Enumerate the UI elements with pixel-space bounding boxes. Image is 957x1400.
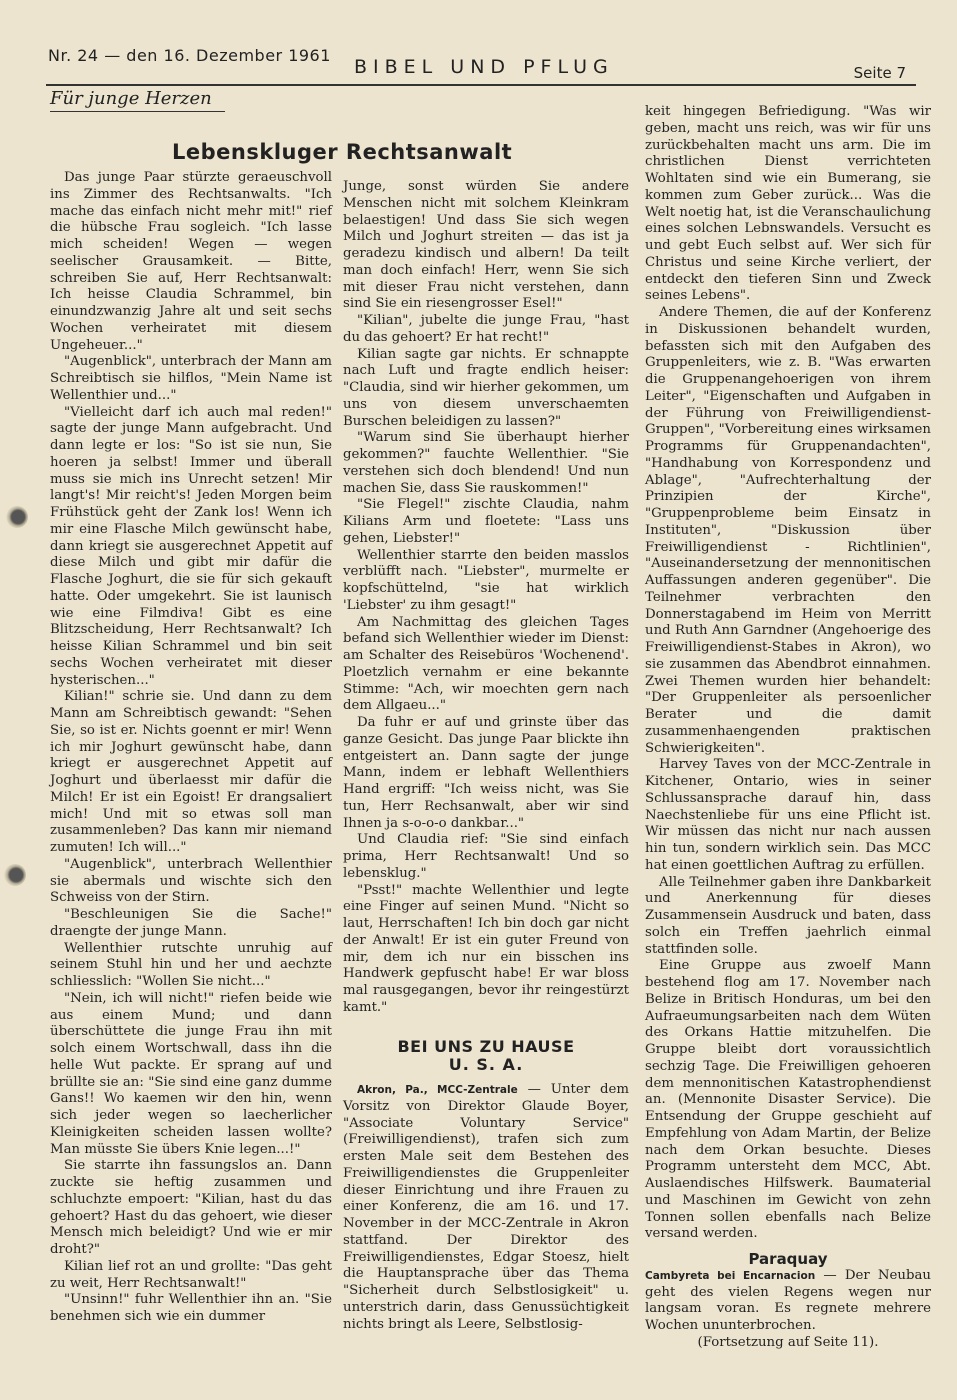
issue-line: Nr. 24 — den 16. Dezember 1961 [48,46,331,65]
paragraph: "Sie Flegel!" zischte Claudia, nahm Kilians Arm und floetete: "Lass uns gehen, Liebster!" [343,497,629,546]
paragraph: Junge, sonst würden Sie andere Menschen nicht mit solchem Kleinkram belaestigen! Und dass Sie sich wegen Milch und Joghurt streiten — das ist ja geradezu kindisch und albern! Da teilt man doch einfach! Herr, wenn Sie sich mit dieser Frau nicht verstehen, dann sind Sie ein riesengrosser Esel!" [343,179,629,312]
continued-note: (Fortsetzung auf Seite 11). [697,1334,879,1350]
region-heading: Paraquay [748,1250,828,1268]
paragraph: Kilian!" schrie sie. Und dann zu dem Mann am Schreibtisch gewandt: "Sehen Sie, so ist er. Nichts goennt er mir! Wenn ich mir Joghurt gewünscht habe, dann kriegt er ausgerechnet Appetit auf Joghurt und überlaesst mir dafür die Milch! Er ist ein Egoist! Er drangsaliert mich! Und mit so etwas soll man zusammenleben? Das kann mir niemand zumuten! Ich will..." [50,689,332,855]
news-subheading: U. S. A. [448,1055,524,1075]
paragraph: Kilian lief rot an und grollte: "Das geht zu weit, Herr Rechtsanwalt!" [50,1258,332,1291]
newspaper-title: BIBEL UND PFLUG [354,56,614,78]
paragraph: Da fuhr er auf und grinste über das ganze Gesicht. Das junge Paar blickte ihn entgeistert an. Dann sagte der junge Mann, indem er lebhaft Wellenthiers Hand ergriff: "Ich weiss nicht, was Sie tun, Herr Rechsanwalt, aber wir sind Ihnen ja s-o-o-o dankbar..." [343,715,629,831]
paragraph: "Augenblick", unterbrach Wellenthier sie abermals und wischte sich den Schweiss von der Stirn. [50,856,332,906]
news-paragraph [645,1268,931,1335]
paragraph: "Augenblick", unterbrach der Mann am Schreibtisch sie hilflos, "Mein Name ist Wellenthier und..." [50,354,332,403]
paragraph: "Warum sind Sie überhaupt hierher gekommen?" fauchte Wellenthier. "Sie verstehen sich doch blendend! Und nun machen Sie, dass Sie rauskommen!" [343,430,629,496]
news-text: — Der Neubau geht des vielen Regens wegen nur langsam voran. Es regnete mehrere Wochen ununterbrochen. [645,1267,931,1333]
paragraph: "Kilian", jubelte die junge Frau, "hast du das gehoert? Er hat recht!" [343,313,629,345]
article-column-1 [50,170,332,1326]
paragraph: Alle Teilnehmer gaben ihre Dankbarkeit und Anerkennung für dieses Zusammensein Ausdruck und baten, dass solch ein Treffen jaehrlich einmal stattfinden solle. [645,874,931,957]
paragraph: Eine Gruppe aus zwoelf Mann bestehend flog am 17. November nach Belize in Britisch Honduras, um bei den Aufraeumungsarbeiten nach dem Wüten des Orkans Hattie mitzuhelfen. Die Gruppe bleibt dort voraussichtlich sechzig Tage. Die Freiwilligen gehoeren dem mennonitischen Katastrophendienst an. (Mennonite Disaster Service). Die Entsendung der Gruppe geschieht auf Empfehlung von Adam Martin, der Belize nach dem Orkan besuchte. Dieses Programm untersteht dem MCC, Abt. Auslaendisches Hilfswerk. Baumaterial und Maschinen im Gewicht von zehn Tonnen sollen ebenfalls nach Belize versand werden. [645,958,931,1242]
dateline: Cambyreta bei Encarnacion [645,1269,816,1282]
page-header [46,44,916,86]
paragraph: "Vielleicht darf ich auch mal reden!" sagte der junge Mann aufgebracht. Und dann legte er los: "So ist sie nun, Sie hoeren ja selbst! Immer und überall muss sie mich ins Unrecht setzen! Mir langt's! Mir reicht's! Jeden Morgen beim Frühstück geht der Zank los! Wenn ich mir eine Flasche Milch gewünscht habe, dann kriegt sie ausgerechnet Appetit auf diese Milch und gibt mir dafür die Flasche Joghurt, die sie für sich gekauft hatte. Oder umgekehrt. Sie ist launisch wie eine Filmdiva! Gibt es eine Blitzscheidung, Herr Rechtsanwalt? Ich heisse Kilian Schrammel und bin seit sechs Wochen verheiratet mit dieser hysterischen..." [50,404,332,688]
paragraph: Andere Themen, die auf der Konferenz in Diskussionen behandelt wurden, befassten sich mit den Aufgaben des Gruppenleiters, wie z. B. "Was erwarten die Gruppenangehoerigen von ihrem Leiter", "Eigenschaften und Aufgaben in der Führung von Freiwilligendienst-Gruppen", "Vorbereitung eines wirksamen Programms für Gruppenandachten", "Handhabung von Korrespondenz und Ablage", "Aufrechterhaltung der Prinzipien der Kirche", "Gruppenprobleme beim Einsatz in Instituten", "Diskussion über Freiwilligendienst - Richtlinien", "Auseinandersetzung der mennonitischen Auffassungen anderen gegenüber". Die Teilnehmer verbrachten den Donnerstagabend im Heim von Merritt und Ruth Ann Garndner (Angehoerige des Freiwilligendienst-Stabes in Akron), wo sie zusammen das Abendbrot einnahmen. Zwei Themen wurden hier behandelt: "Der Gruppenleiter als persoenlicher Berater und die damit zusammenhaengenden praktischen Schwierigkeiten". [645,305,931,756]
paragraph: Wellenthier rutschte unruhig auf seinem Stuhl hin und her und aechzte schliesslich: "Wollen Sie nicht..." [50,940,332,989]
article-title: Lebenskluger Rechtsanwalt [172,140,513,164]
paragraph: "Nein, ich will nicht!" riefen beide wie aus einem Mund; und dann überschüttete die junge Frau ihn mit solch einem Wortschwall, dass ihn die helle Wut packte. Er sprang auf und brüllte sie an: "Sie sind eine ganz dumme Gans!! Wo kaemen wir den hin, wenn sich jeder wegen so laecherlicher Kleinigkeiten scheiden lassen wollte? Man müsste Sie übers Knie legen...!" [50,990,332,1157]
page-number: Seite 7 [853,64,906,82]
dateline: Akron, Pa., MCC-Zentrale [357,1084,518,1096]
news-heading: BEI UNS ZU HAUSE [397,1036,575,1056]
paragraph: Harvey Taves von der MCC-Zentrale in Kitchener, Ontario, wies in seiner Schlussansprache darauf hin, dass Naechstenliebe für uns eine Pflicht ist. Wir müssen das nicht nur nach aussen hin tun, sondern wirklich sein. Das MCC hat einen goettlichen Auftrag zu erfüllen. [645,757,931,873]
paragraph: Sie starrte ihn fassungslos an. Dann zuckte sie heftig zusammen und schluchzte empoert: "Kilian, hast du das gehoert? Hast du das gehoert, wie dieser Mensch mich beleidigt? Und wie er mir droht?" [50,1158,332,1257]
section-heading: Für junge Herzen [50,88,225,112]
paragraph: "Beschleunigen Sie die Sache!" draengte der junge Mann. [50,907,332,939]
paragraph: keit hingegen Befriedigung. "Was wir geben, macht uns reich, was wir für uns zurückbehalten macht uns arm. Die im christlichen Dienst verrichteten Wohltaten sind wie ein Bumerang, sie kommen zum Geber zurück... Was die Welt noetig hat, ist die Veranschaulichung eines solchen Lebnswandels. Versucht es und gebt Euch selbst auf. Wer sich für Christus und seine Kirche verliert, der entdeckt den tieferen Sinn und Zweck seines Lebens". [645,104,931,304]
article-column-2 [343,179,629,1333]
punch-hole [4,864,26,886]
news-column-3 [645,104,931,1352]
paragraph: Kilian sagte gar nichts. Er schnappte nach Luft und fragte endlich heiser: "Claudia, sind wir hierher gekommen, um uns von diesem unverschaemten Burschen beleidigen zu lassen?" [343,346,629,429]
paragraph: "Psst!" machte Wellenthier und legte eine Finger auf seinen Mund. "Nicht so laut, Herrschaften! Ich bin doch gar nicht der Anwalt! Er ist ein guter Freund von mir, dem ich nur ein bisschen ins Handwerk gepfuscht habe! Er war bloss mal rausgegangen, bevor ihr reingestürzt kamt." [343,882,629,1015]
paragraph: "Unsinn!" fuhr Wellenthier ihn an. "Sie benehmen sich wie ein dummer [50,1292,332,1324]
paragraph: Wellenthier starrte den beiden masslos verblüfft nach. "Liebster", murmelte er kopfschüttelnd, "sie hat wirklich 'Liebster' zu ihm gesagt!" [343,547,629,613]
punch-hole [6,506,28,528]
paragraph: Am Nachmittag des gleichen Tages befand sich Wellenthier wieder im Dienst: am Schalter des Reisebüros 'Wochenend'. Ploetzlich vernahm er eine bekannte Stimme: "Ach, wir moechten gern nach dem Allgaeu..." [343,614,629,714]
news-text: — Unter dem Vorsitz von Direktor Glaude Boyer, "Associate Voluntary Service" (Freiwilligendienst), trafen sich zum ersten Male seit dem Bestehen des Freiwilligendienstes die Gruppenleiter dieser Einrichtung und ihre Frauen zu einer Konferenz, die am 16. und 17. November in der MCC-Zentrale in Akron stattfand. Der Direktor des Freiwilligendienstes, Edgar Stoesz, hielt die Hauptansprache über das Thema "Sicherheit durch Selbstlosigkeit" u. unterstrich darin, dass Genussüchtigkeit nichts bringt als Leere, Selbstlosig- [343,1082,629,1332]
paragraph: Und Claudia rief: "Sie sind einfach prima, Herr Rechtsanwalt! Und so lebensklug." [343,832,629,881]
paragraph: Das junge Paar stürzte geraeuschvoll ins Zimmer des Rechtsanwalts. "Ich mache das einfach nicht mehr mit!" rief die hübsche Frau sogleich. "Ich lasse mich scheiden! Wegen — wegen seelischer Grausamkeit. — Bitte, schreiben Sie auf, Herr Rechtsanwalt: Ich heisse Claudia Schrammel, bin einundzwanzig Jahre alt und seit sechs Wochen verheiratet mit diesem Ungeheuer..." [50,170,332,353]
news-paragraph [343,1082,629,1333]
